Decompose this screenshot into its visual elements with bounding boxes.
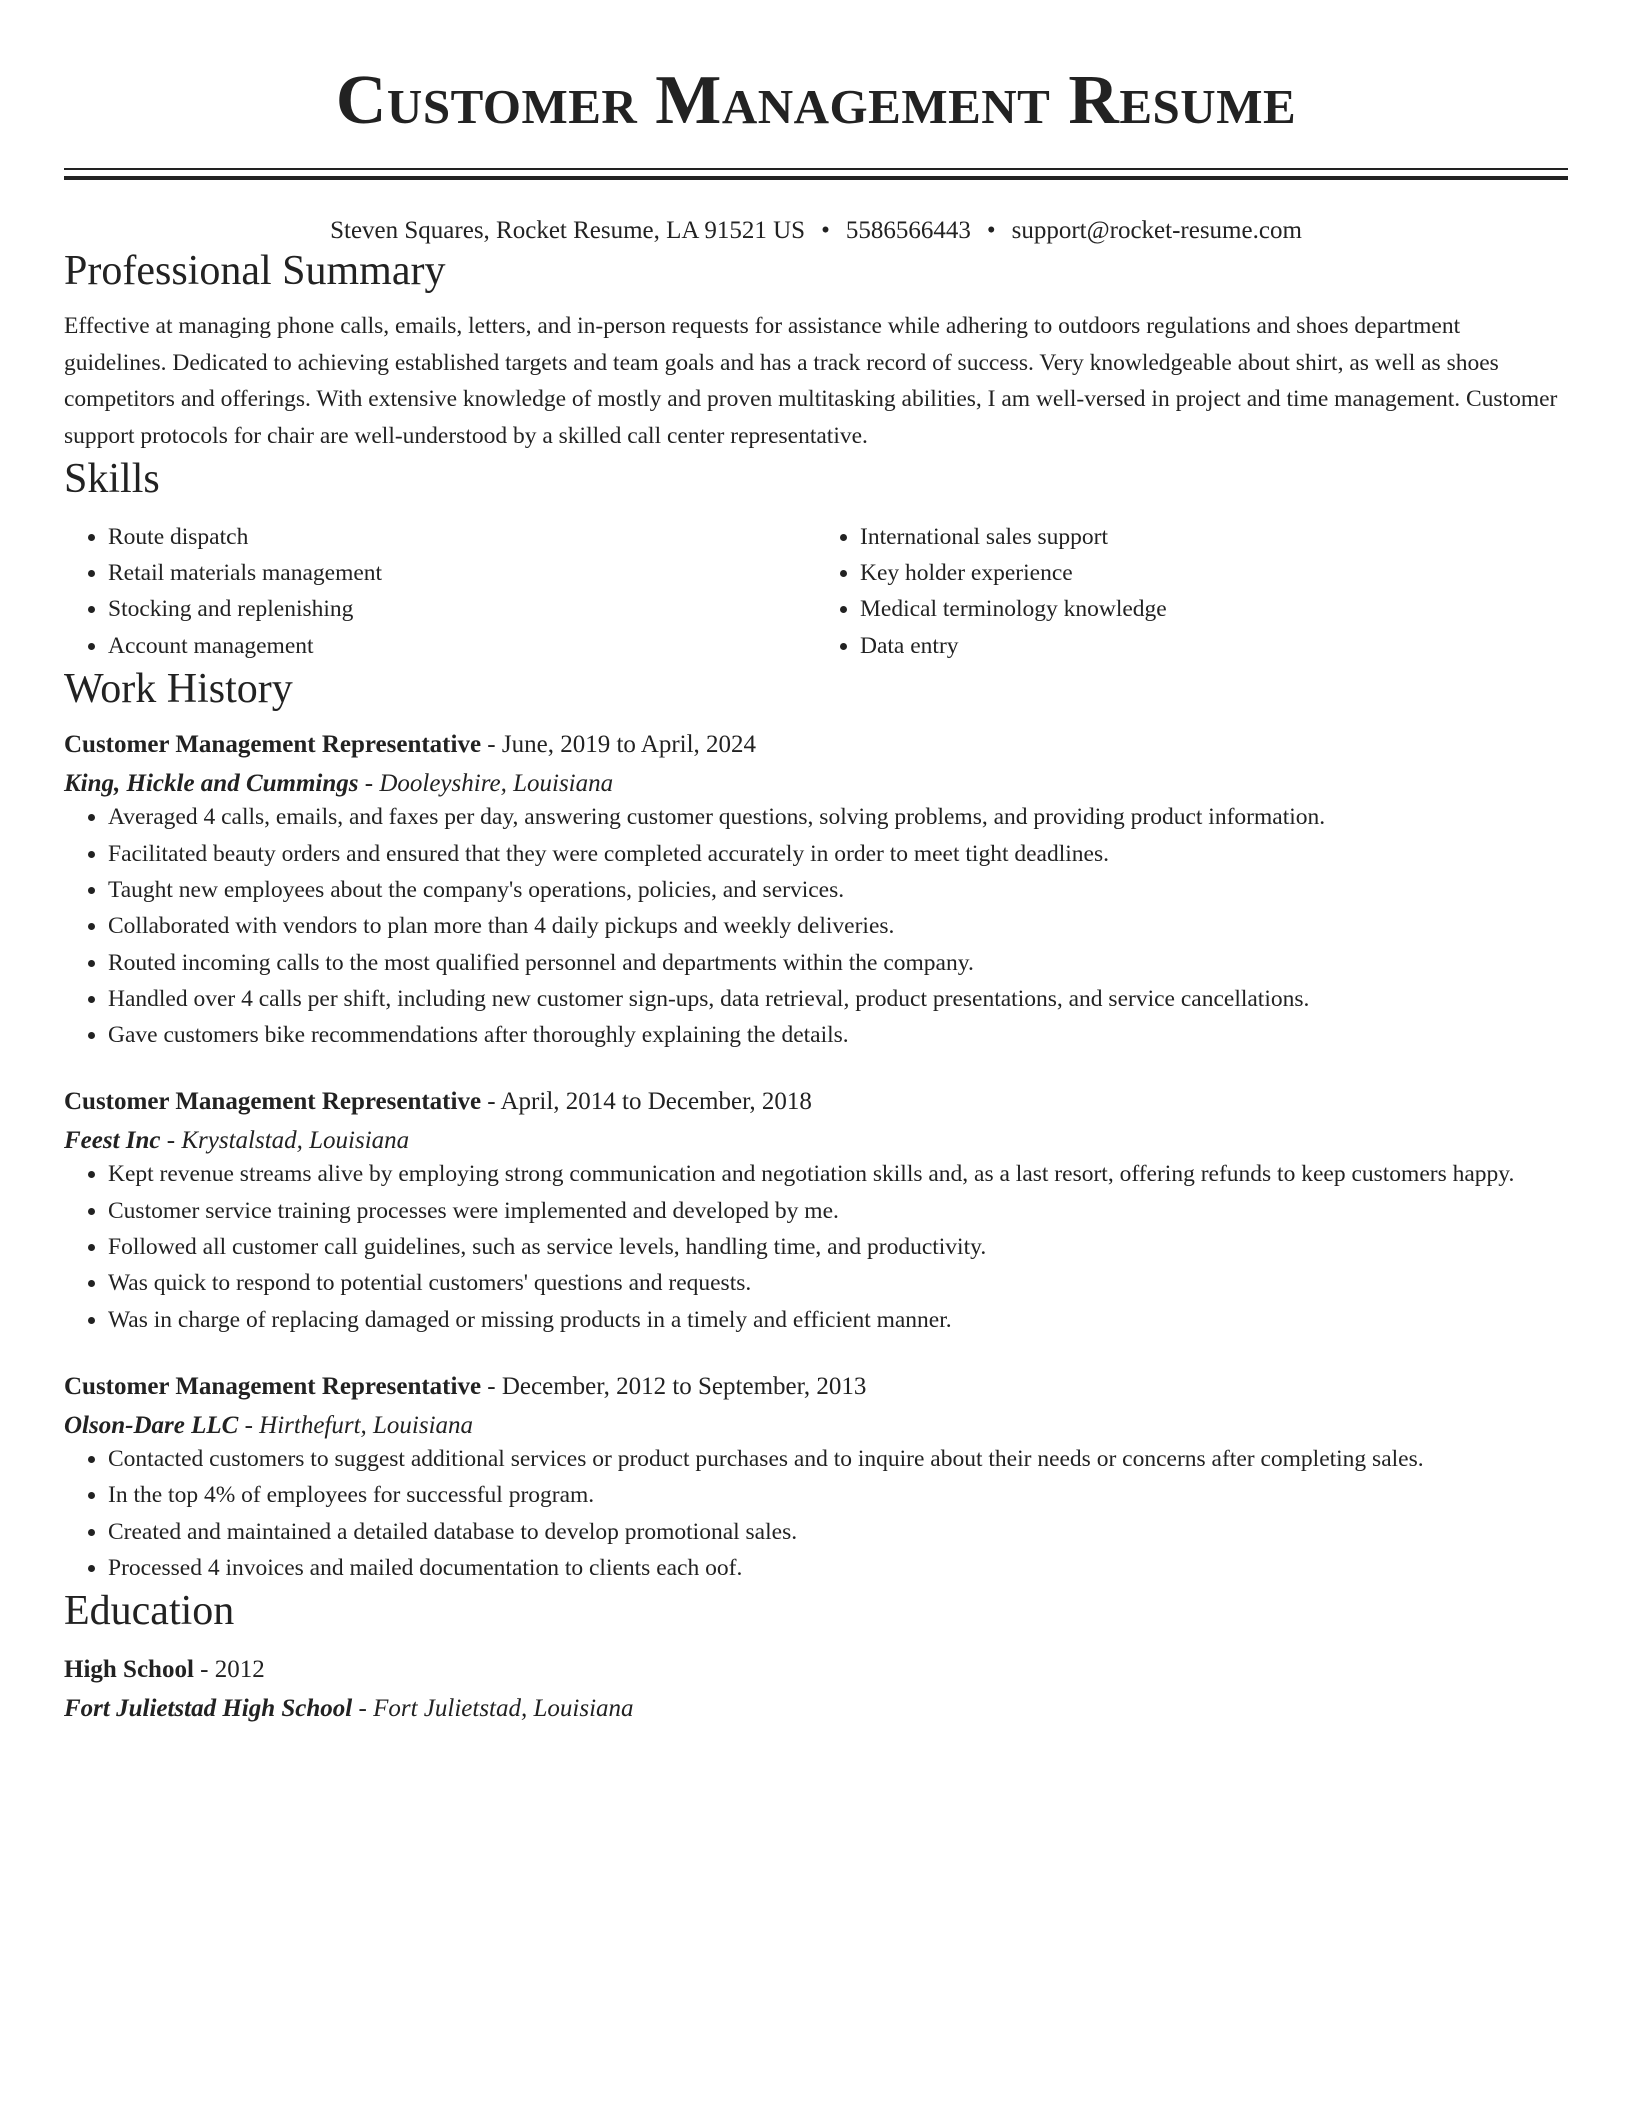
duty-item: • Followed all customer call guidelines, such as service levels, handling time, and productivity. [108, 1229, 1568, 1265]
job-location: - Dooleyshire, Louisiana [358, 770, 614, 798]
education-degree: High School [64, 1655, 194, 1683]
duty-item: • Was in charge of replacing damaged or missing products in a timely and efficient manner. [108, 1302, 1568, 1338]
job-location: - Krystalstad, Louisiana [160, 1127, 410, 1155]
job-company: Feest Inc [64, 1127, 161, 1155]
education-school: Fort Julietstad High School [64, 1694, 353, 1722]
job-title: Customer Management Representative [64, 1372, 482, 1400]
duty-item: • Handled over 4 calls per shift, including new customer sign-ups, data retrieval, product presentations, and service cancellations. [108, 981, 1568, 1017]
job-dates: - June, 2019 to April, 2024 [481, 731, 757, 759]
skill-item: • Stocking and replenishing [108, 591, 816, 627]
job-duties [64, 1441, 1568, 1586]
duty-item: • Averaged 4 calls, emails, and faxes per day, answering customer questions, solving problems, and providing product information. [108, 799, 1568, 835]
contact-phone: 5586566443 [845, 217, 971, 244]
skill-item: • International sales support [860, 519, 1568, 555]
duty-item: • Created and maintained a detailed database to develop promotional sales. [108, 1514, 1568, 1550]
job-company-line [64, 1411, 1568, 1441]
work-history-heading: Work History [64, 665, 293, 712]
divider-thick-line [64, 176, 1568, 180]
job-header [64, 730, 1568, 760]
duty-item: • Routed incoming calls to the most qualified personnel and departments within the company. [108, 945, 1568, 981]
job-location: - Hirthefurt, Louisiana [238, 1411, 474, 1439]
job-title: Customer Management Representative [64, 1088, 482, 1116]
job-company: King, Hickle and Cummings [64, 770, 359, 798]
duty-item: • Kept revenue streams alive by employing strong communication and negotiation skills and, as a last resort, offering refunds to keep customers happy. [108, 1156, 1568, 1192]
job-duties [64, 799, 1568, 1053]
skill-item: • Key holder experience [860, 555, 1568, 591]
title-divider [64, 168, 1568, 180]
education-location: - Fort Julietstad, Louisiana [352, 1694, 634, 1722]
skill-item: • Retail materials management [108, 555, 816, 591]
job-company-line [64, 769, 1568, 799]
bullet-separator: • [821, 217, 830, 244]
duty-item: • Customer service training processes were implemented and developed by me. [108, 1193, 1568, 1229]
contact-address: Steven Squares, Rocket Resume, LA 91521 US [330, 217, 806, 244]
skill-item: • Route dispatch [108, 519, 816, 555]
job-title: Customer Management Representative [64, 731, 482, 759]
education-heading: Education [64, 1588, 235, 1635]
contact-email: support@rocket-resume.com [1011, 217, 1302, 244]
job-company: Olson-Dare LLC [64, 1411, 239, 1439]
skills-column-left [64, 519, 816, 664]
resume-title: Customer Management Resume [335, 62, 1297, 139]
job-header [64, 1372, 1568, 1402]
education-year: - 2012 [193, 1655, 265, 1683]
duty-item: • Contacted customers to suggest additional services or product purchases and to inquire about their needs or concerns after completing sales. [108, 1441, 1568, 1477]
duty-item: • Gave customers bike recommendations after thoroughly explaining the details. [108, 1017, 1568, 1053]
skills-column-right [816, 519, 1568, 664]
skills-list [64, 519, 1568, 664]
summary-text: Effective at managing phone calls, emails, letters, and in-person requests for assistance while adhering to outdoors regulations and shoes department guidelines. Dedicated to achieving established targets and team goals and has a track record of success. Very knowledgeable about shirt, as well as shoes competitors and offerings. With extensive knowledge of mostly and proven multitasking abilities, I am well-versed in project and time management. Customer support protocols for chair are well-understood by a skilled call center representative. [64, 313, 1558, 449]
skill-item: • Account management [108, 628, 816, 664]
skill-item: • Data entry [860, 628, 1568, 664]
duty-item: • Was quick to respond to potential customers' questions and requests. [108, 1265, 1568, 1301]
contact-line [64, 216, 1568, 246]
duty-item: • In the top 4% of employees for successful program. [108, 1477, 1568, 1513]
skills-heading: Skills [64, 456, 160, 503]
education-header [64, 1655, 1568, 1685]
duty-item: • Taught new employees about the company's operations, policies, and services. [108, 872, 1568, 908]
education-school-line [64, 1694, 1568, 1724]
skill-item: • Medical terminology knowledge [860, 591, 1568, 627]
bullet-separator: • [986, 217, 996, 244]
job-header [64, 1087, 1568, 1117]
duty-item: • Collaborated with vendors to plan more than 4 daily pickups and weekly deliveries. [108, 908, 1568, 944]
job-dates: - April, 2014 to December, 2018 [481, 1088, 812, 1116]
job-company-line [64, 1126, 1568, 1156]
summary-heading: Professional Summary [64, 248, 446, 294]
job-duties [64, 1156, 1568, 1337]
duty-item: • Facilitated beauty orders and ensured that they were completed accurately in order to meet tight deadlines. [108, 836, 1568, 872]
duty-item: • Processed 4 invoices and mailed documentation to clients each oof. [108, 1550, 1568, 1586]
job-dates: - December, 2012 to September, 2013 [481, 1372, 867, 1400]
